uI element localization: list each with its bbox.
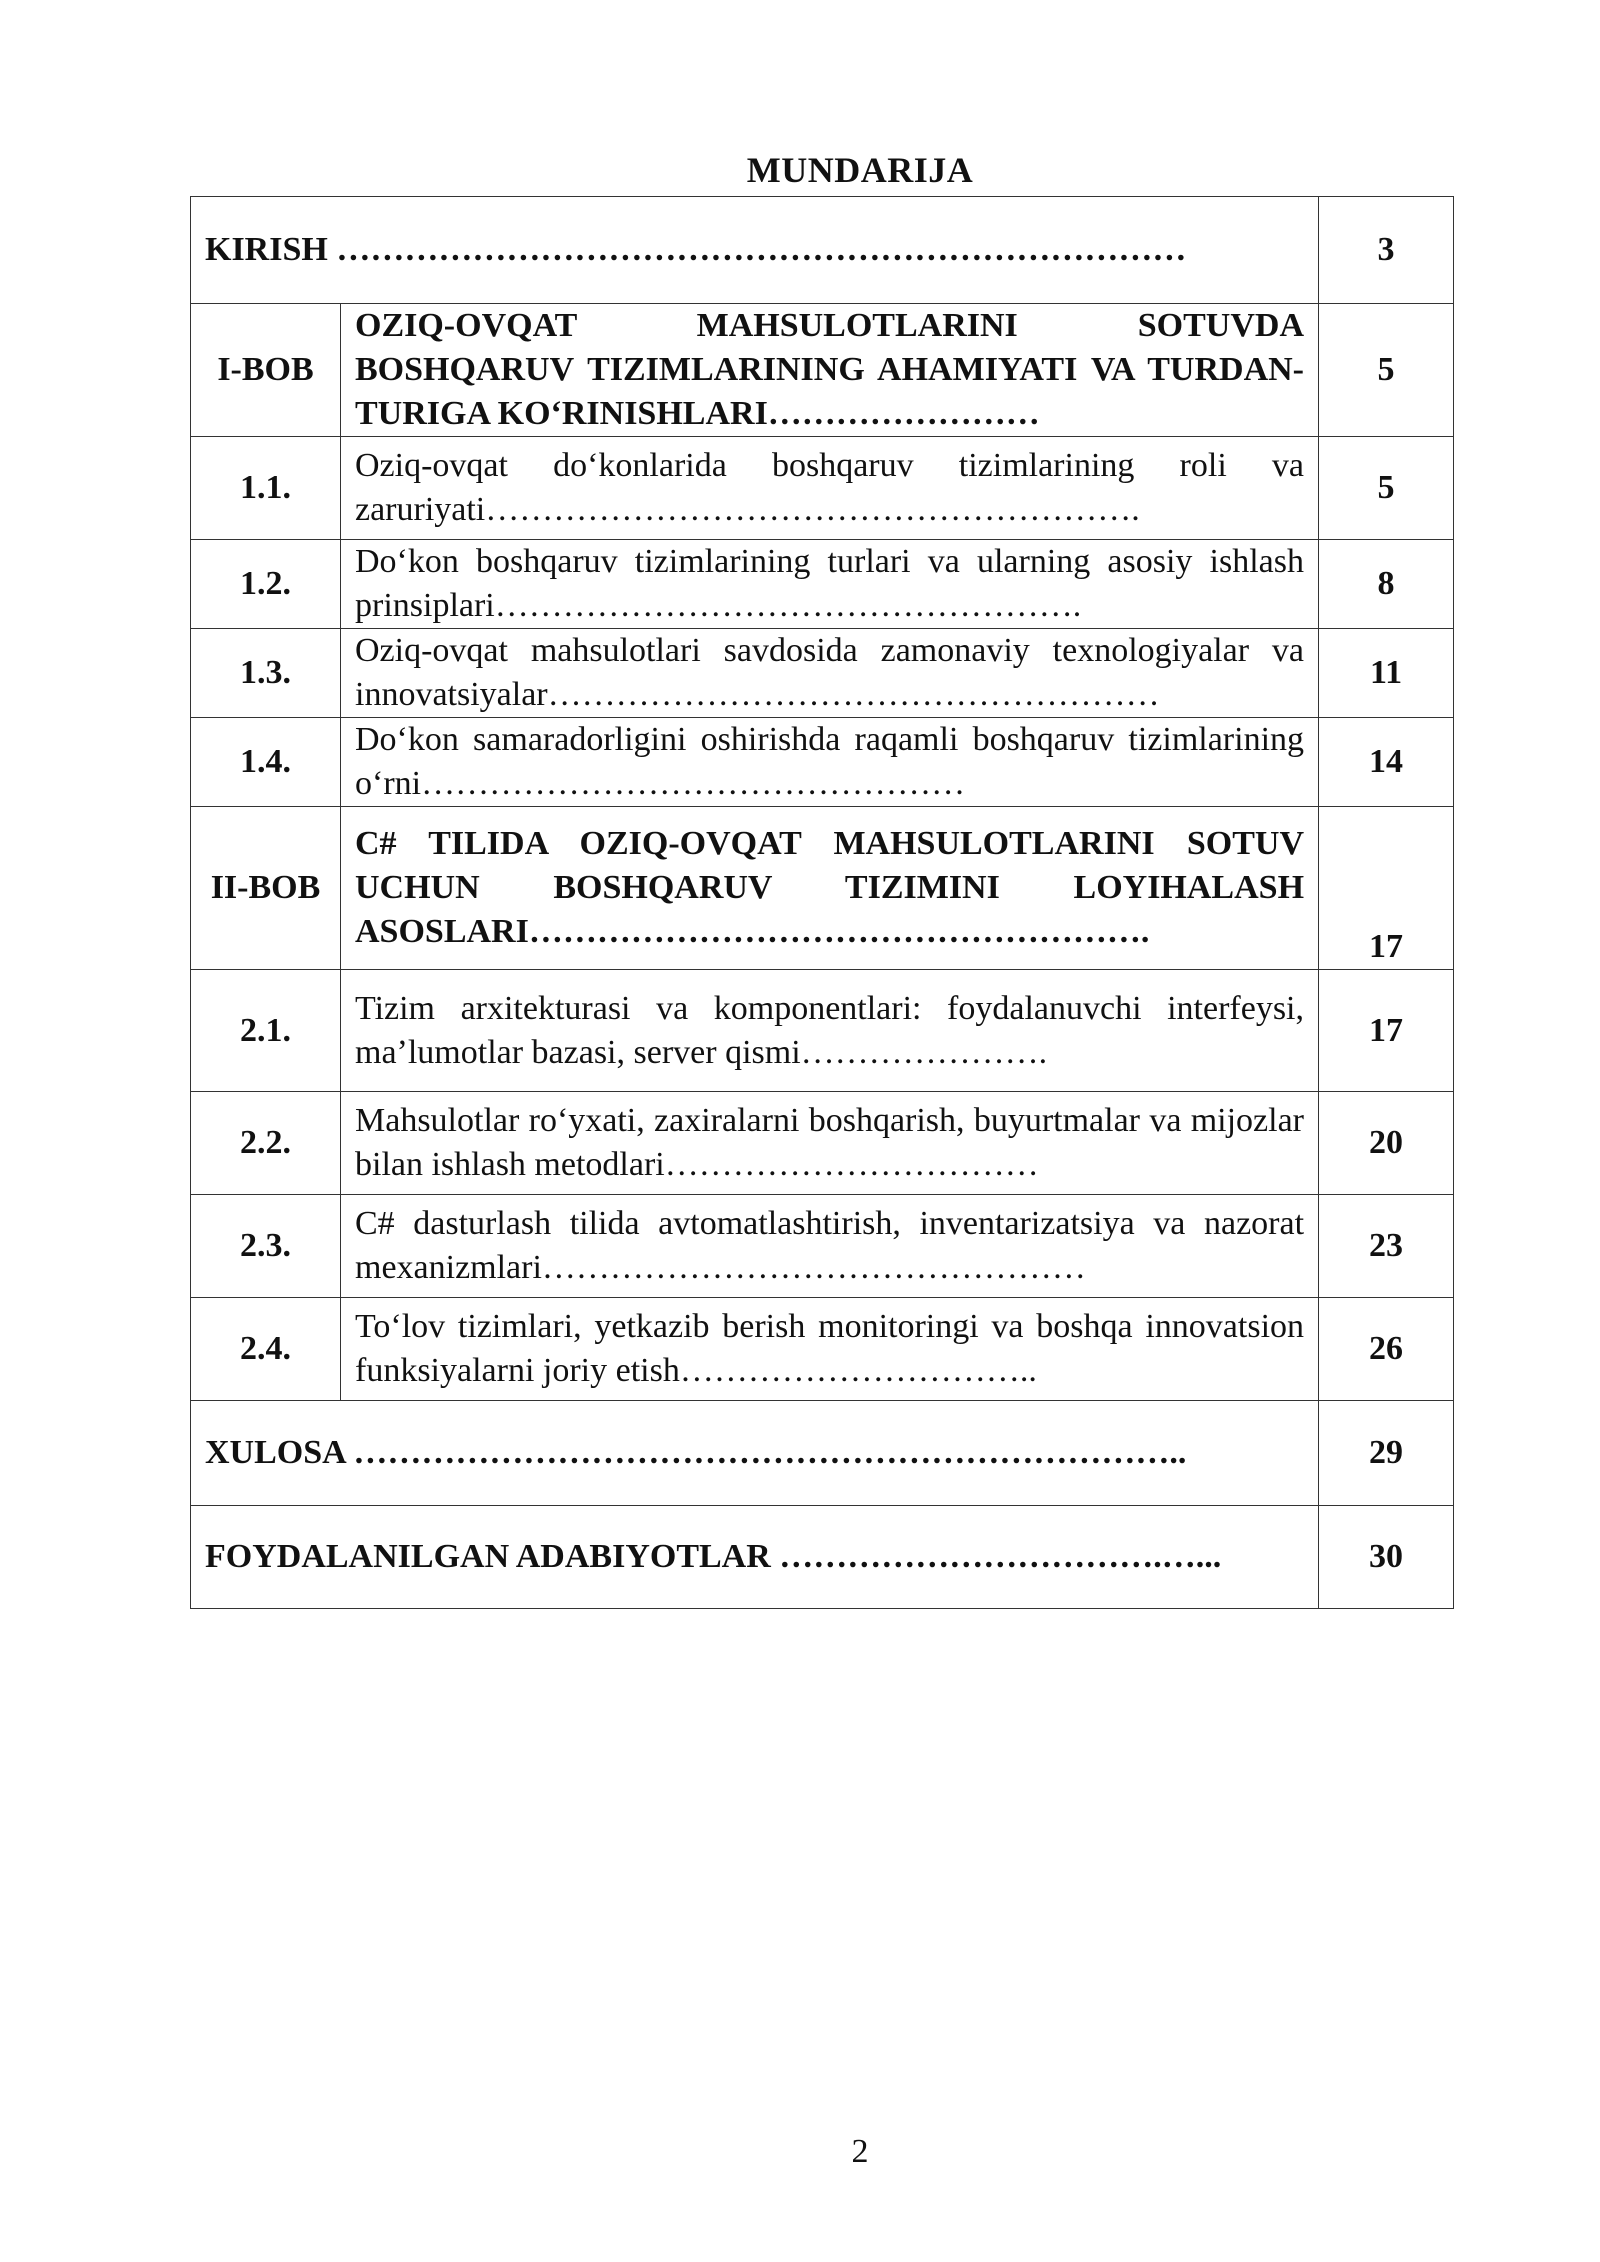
toc-section-title: Mahsulotlar roʻyxati, zaxiralarni boshqarish, buyurtmalar va mijozlar bilan ishlash metodlari……………………………: [341, 1092, 1319, 1195]
toc-section-number: 2.3.: [191, 1195, 341, 1298]
toc-row-section: [191, 970, 1454, 1092]
toc-chapter-title: OZIQ-OVQAT MAHSULOTLARINI SOTUVDA BOSHQARUV TIZIMLARINING AHAMIYATI VA TURDAN-TURIGA KOʻRINISHLARI……………………: [341, 304, 1319, 437]
page-number: 2: [851, 2133, 869, 2170]
toc-chapter-page: 5: [1319, 304, 1454, 437]
toc-section-number: 1.2.: [191, 540, 341, 629]
toc-conclusion-page: 29: [1319, 1401, 1454, 1506]
toc-section-number: 2.2.: [191, 1092, 341, 1195]
toc-intro-page: 3: [1319, 197, 1454, 304]
toc-section-title: Doʻkon boshqaruv tizimlarining turlari va ularning asosiy ishlash prinsiplari…………………………………………….: [341, 540, 1319, 629]
toc-section-title: Oziq-ovqat mahsulotlari savdosida zamonaviy texnologiyalar va innovatsiyalar………………………………………………: [341, 629, 1319, 718]
toc-conclusion-label: XULOSA ………………………………………………………………..: [191, 1401, 1319, 1506]
toc-section-page: 14: [1319, 718, 1454, 807]
toc-section-number: 1.4.: [191, 718, 341, 807]
toc-row-conclusion: [191, 1401, 1454, 1506]
toc-section-number: 2.1.: [191, 970, 341, 1092]
toc-section-title: Doʻkon samaradorligini oshirishda raqamli boshqaruv tizimlarining oʻrni…………………………………………: [341, 718, 1319, 807]
toc-row-section: [191, 718, 1454, 807]
document-title: MUNDARIJA: [746, 150, 974, 190]
toc-section-number: 2.4.: [191, 1298, 341, 1401]
toc-row-chapter-1: [191, 304, 1454, 437]
toc-section-title: Oziq-ovqat doʻkonlarida boshqaruv tizimlarining roli va zaruriyati………………………………………………….: [341, 437, 1319, 540]
toc-section-page: 11: [1319, 629, 1454, 718]
toc-section-title: Tizim arxitekturasi va komponentlari: foydalanuvchi interfeysi, maʼlumotlar bazasi, server qismi………………….: [341, 970, 1319, 1092]
toc-section-title: C# dasturlash tilida avtomatlashtirish, inventarizatsiya va nazorat mexanizmlari…………………………………………: [341, 1195, 1319, 1298]
toc-section-number: 1.1.: [191, 437, 341, 540]
toc-row-intro: [191, 197, 1454, 304]
toc-section-page: 8: [1319, 540, 1454, 629]
toc-chapter-page: 17: [1319, 807, 1454, 970]
table-of-contents: [190, 196, 1454, 1609]
toc-chapter-number: II-BOB: [191, 807, 341, 970]
toc-row-section: [191, 437, 1454, 540]
toc-section-page: 23: [1319, 1195, 1454, 1298]
toc-references-page: 30: [1319, 1506, 1454, 1609]
toc-section-page: 20: [1319, 1092, 1454, 1195]
toc-section-title: Toʻlov tizimlari, yetkazib berish monitoringi va boshqa innovatsion funksiyalarni joriy etish…………………………..: [341, 1298, 1319, 1401]
toc-chapter-number: I-BOB: [191, 304, 341, 437]
toc-row-chapter-2: [191, 807, 1454, 970]
toc-row-section: [191, 1195, 1454, 1298]
toc-row-references: [191, 1506, 1454, 1609]
toc-row-section: [191, 1092, 1454, 1195]
toc-intro-label: KIRISH …………………………………………………………………: [191, 197, 1319, 304]
toc-section-page: 26: [1319, 1298, 1454, 1401]
toc-section-number: 1.3.: [191, 629, 341, 718]
toc-row-section: [191, 1298, 1454, 1401]
toc-row-section: [191, 540, 1454, 629]
toc-section-page: 17: [1319, 970, 1454, 1092]
toc-section-page: 5: [1319, 437, 1454, 540]
toc-references-label: FOYDALANILGAN ADABIYOTLAR …………………………….…...: [191, 1506, 1319, 1609]
toc-row-section: [191, 629, 1454, 718]
toc-chapter-title: C# TILIDA OZIQ-OVQAT MAHSULOTLARINI SOTUV UCHUN BOSHQARUV TIZIMINI LOYIHALASH ASOSLARI……………………………………………….: [341, 807, 1319, 970]
